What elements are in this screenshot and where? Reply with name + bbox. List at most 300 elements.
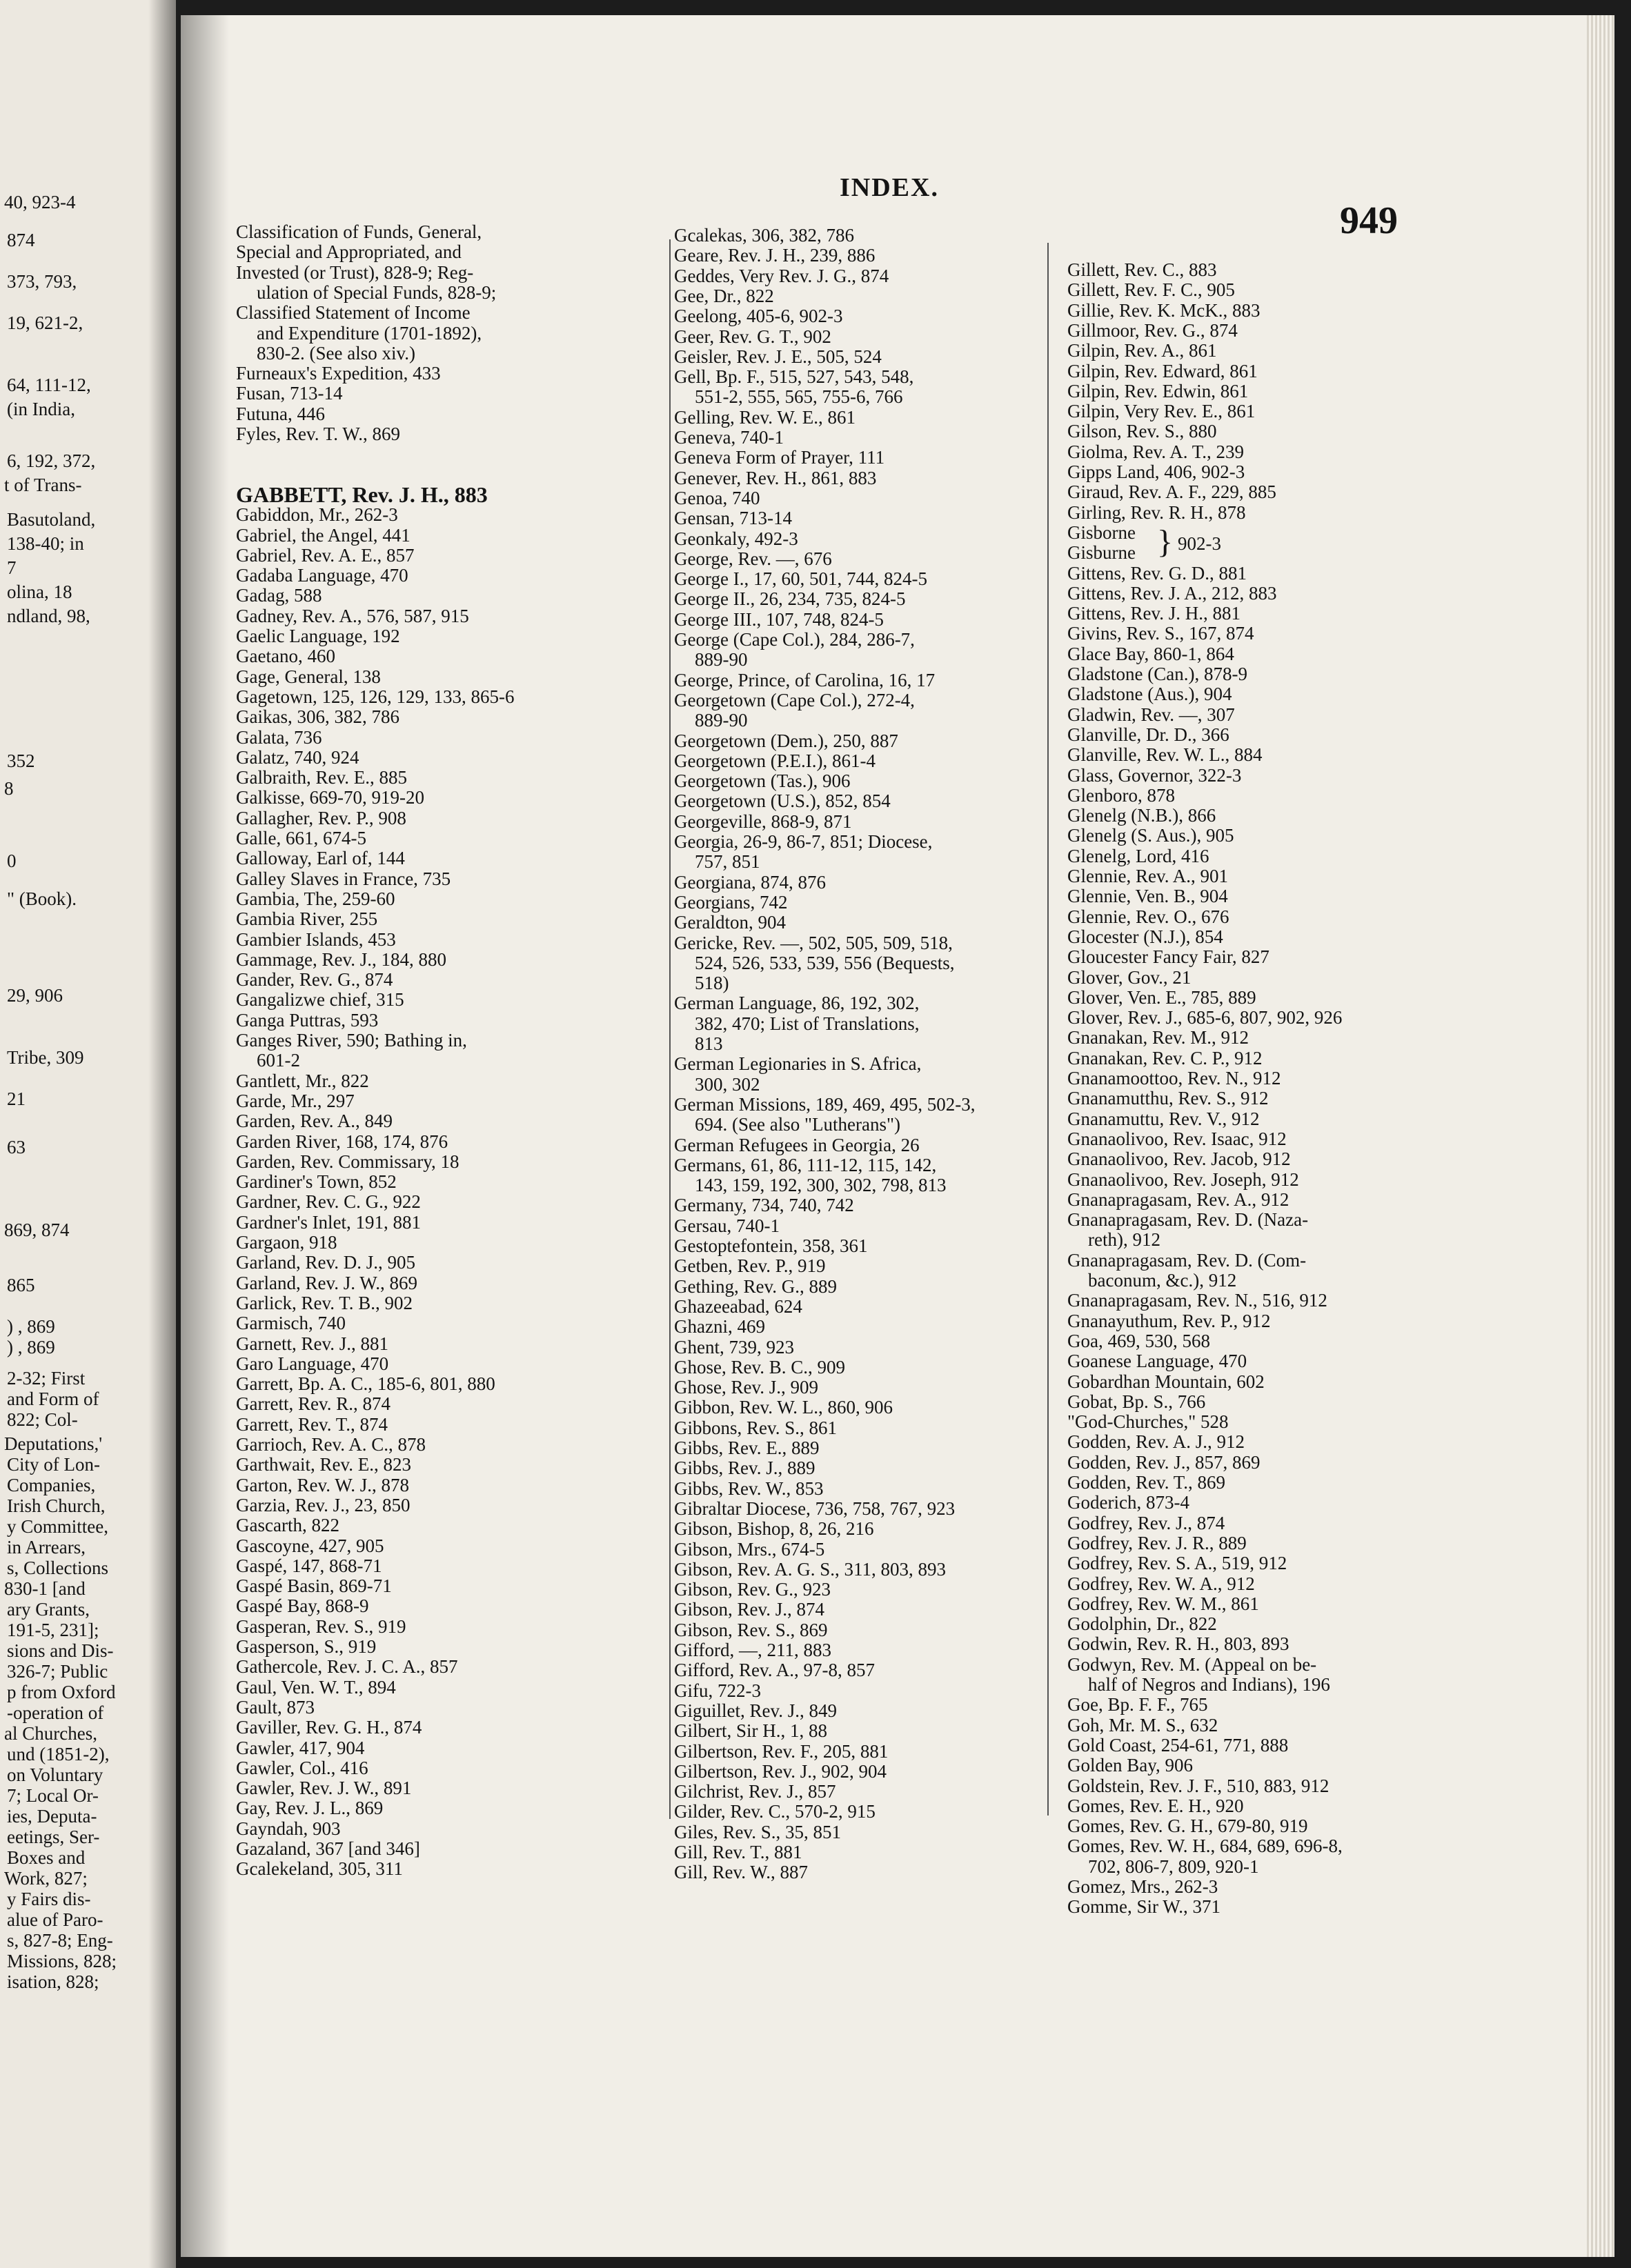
facing-page-text-fragment: -operation of xyxy=(7,1702,104,1723)
facing-page-text-fragment: 40, 923-4 xyxy=(4,192,76,212)
index-entry: German Missions, 189, 469, 495, 502-3, xyxy=(674,1093,976,1115)
index-entry: 702, 806-7, 809, 920-1 xyxy=(1088,1856,1259,1877)
index-entry: Gambia, The, 259-60 xyxy=(236,888,395,909)
index-entry: German Language, 86, 192, 302, xyxy=(674,993,920,1014)
index-entry: 694. (See also "Lutherans") xyxy=(695,1114,900,1135)
index-entry: Golden Bay, 906 xyxy=(1067,1755,1193,1776)
index-entry: Gabriel, Rev. A. E., 857 xyxy=(236,544,415,566)
page-edges xyxy=(1587,15,1614,2257)
facing-page-text-fragment: (in India, xyxy=(7,399,75,419)
index-entry: Godfrey, Rev. S. A., 519, 912 xyxy=(1067,1553,1287,1574)
facing-page-text-fragment: 19, 621-2, xyxy=(7,312,83,333)
index-entry: Glennie, Rev. A., 901 xyxy=(1067,866,1228,886)
index-entry: Gibson, Rev. G., 923 xyxy=(674,1579,831,1600)
index-entry: Gibson, Mrs., 674-5 xyxy=(674,1538,825,1560)
index-entry: Gardner, Rev. C. G., 922 xyxy=(236,1191,421,1213)
index-entry: Gaspé, 147, 868-71 xyxy=(236,1555,382,1576)
index-entry: 524, 526, 533, 539, 556 (Bequests, xyxy=(695,952,955,973)
index-entry: Gilchrist, Rev. J., 857 xyxy=(674,1781,836,1802)
index-entry: Gnanaolivoo, Rev. Isaac, 912 xyxy=(1067,1128,1287,1149)
index-entry: Gabiddon, Mr., 262-3 xyxy=(236,504,398,526)
index-entry: Georgetown (U.S.), 852, 854 xyxy=(674,790,891,812)
index-entry: Garland, Rev. J. W., 869 xyxy=(236,1272,417,1293)
index-entry: reth), 912 xyxy=(1088,1229,1160,1251)
index-entry: George I., 17, 60, 501, 744, 824-5 xyxy=(674,568,927,590)
index-entry: Gnanamoottoo, Rev. N., 912 xyxy=(1067,1068,1281,1088)
index-entry: Goa, 469, 530, 568 xyxy=(1067,1330,1210,1351)
index-entry: Futuna, 446 xyxy=(236,403,326,424)
index-entry: Ghazeeabad, 624 xyxy=(674,1295,802,1317)
facing-page-text-fragment: ndland, 98, xyxy=(7,606,90,626)
index-entry: Glass, Governor, 322-3 xyxy=(1067,764,1242,786)
index-entry: Gargaon, 918 xyxy=(236,1232,337,1253)
index-entry: Ganga Puttras, 593 xyxy=(236,1009,379,1031)
index-entry: Gaviller, Rev. G. H., 874 xyxy=(236,1717,422,1738)
index-entry: Gascarth, 822 xyxy=(236,1515,339,1536)
facing-page-text-fragment: sions and Dis- xyxy=(7,1640,114,1661)
index-entry: Gomes, Rev. W. H., 684, 689, 696-8, xyxy=(1067,1836,1343,1857)
index-entry: 813 xyxy=(695,1033,723,1054)
index-entry: Fusan, 713-14 xyxy=(236,383,343,404)
index-entry: Gifford, —, 211, 883 xyxy=(674,1640,831,1660)
index-entry: GABBETT, Rev. J. H., 883 xyxy=(236,481,488,507)
index-entry: Gibbs, Rev. W., 853 xyxy=(674,1478,824,1499)
facing-page-text-fragment: in Arrears, xyxy=(7,1537,86,1558)
facing-page-text-fragment: 138-40; in xyxy=(7,533,84,554)
index-entry: Glennie, Ven. B., 904 xyxy=(1067,886,1228,907)
index-entry: Garlick, Rev. T. B., 902 xyxy=(236,1292,413,1313)
facing-page-text-fragment: 874 xyxy=(7,230,35,250)
index-entry: Garden, Rev. A., 849 xyxy=(236,1111,393,1132)
index-entry: Glenboro, 878 xyxy=(1067,784,1175,806)
index-entry: Glover, Gov., 21 xyxy=(1067,966,1192,988)
facing-page-text-fragment: Irish Church, xyxy=(7,1495,106,1516)
index-entry: Gillmoor, Rev. G., 874 xyxy=(1067,319,1238,341)
index-entry: Gardiner's Town, 852 xyxy=(236,1171,397,1193)
index-entry: Girling, Rev. R. H., 878 xyxy=(1067,501,1246,523)
index-entry: Geisler, Rev. J. E., 505, 524 xyxy=(674,346,882,367)
index-entry: Gomes, Rev. E. H., 920 xyxy=(1067,1795,1244,1816)
index-entry: Gaetano, 460 xyxy=(236,646,335,667)
index-entry: Gillett, Rev. C., 883 xyxy=(1067,259,1217,280)
index-entry: Gomez, Mrs., 262-3 xyxy=(1067,1876,1218,1897)
index-entry: Glenelg (S. Aus.), 905 xyxy=(1067,825,1234,846)
index-entry: 382, 470; List of Translations, xyxy=(695,1013,920,1034)
index-entry: Godfrey, Rev. W. M., 861 xyxy=(1067,1593,1259,1614)
index-entry: Gadaba Language, 470 xyxy=(236,565,408,586)
facing-page-text-fragment: 21 xyxy=(7,1088,26,1109)
index-entry: 830-2. (See also xiv.) xyxy=(257,342,415,364)
index-entry: George II., 26, 234, 735, 824-5 xyxy=(674,588,906,610)
index-entry: Gladstone (Can.), 878-9 xyxy=(1067,664,1247,684)
index-page xyxy=(181,15,1614,2257)
index-entry: Gaspé Bay, 868-9 xyxy=(236,1595,369,1617)
index-entry: Genoa, 740 xyxy=(674,487,760,508)
index-entry: Gawler, Rev. J. W., 891 xyxy=(236,1778,412,1799)
index-entry: Gawler, 417, 904 xyxy=(236,1737,365,1758)
index-entry: Garland, Rev. D. J., 905 xyxy=(236,1252,415,1273)
index-entry: Germany, 734, 740, 742 xyxy=(674,1195,854,1216)
index-entry: Geer, Rev. G. T., 902 xyxy=(674,326,831,347)
facing-page-text-fragment: Boxes and xyxy=(7,1847,86,1868)
index-entry: Gell, Bp. F., 515, 527, 543, 548, xyxy=(674,366,914,388)
index-entry: Gay, Rev. J. L., 869 xyxy=(236,1798,384,1819)
index-entry: Glanville, Rev. W. L., 884 xyxy=(1067,744,1263,766)
index-entry: Geelong, 405-6, 902-3 xyxy=(674,306,843,327)
index-entry: Gee, Dr., 822 xyxy=(674,285,774,306)
index-entry: Georgetown (P.E.I.), 861-4 xyxy=(674,750,876,771)
index-entry: Galloway, Earl of, 144 xyxy=(236,848,405,869)
index-entry: Georgeville, 868-9, 871 xyxy=(674,810,852,832)
facing-page-text-fragment: olina, 18 xyxy=(7,581,72,602)
index-entry: Gilpin, Rev. Edwin, 861 xyxy=(1067,380,1249,401)
index-entry: Gill, Rev. W., 887 xyxy=(674,1862,809,1883)
index-entry: Garden, Rev. Commissary, 18 xyxy=(236,1151,459,1172)
index-entry: Gander, Rev. G., 874 xyxy=(236,969,393,991)
facing-page-text-fragment: 7 xyxy=(7,557,17,578)
index-entry: Gammage, Rev. J., 184, 880 xyxy=(236,948,446,970)
index-entry: Gasperson, S., 919 xyxy=(236,1636,377,1657)
facing-page-text-fragment: 191-5, 231]; xyxy=(7,1620,99,1640)
index-entry: Gabriel, the Angel, 441 xyxy=(236,524,411,546)
index-entry: Garrioch, Rev. A. C., 878 xyxy=(236,1434,426,1455)
facing-page-text-fragment: isation, 828; xyxy=(7,1971,99,1992)
index-entry: Gibraltar Diocese, 736, 758, 767, 923 xyxy=(674,1498,956,1519)
facing-page-text-fragment: 869, 874 xyxy=(4,1220,70,1240)
index-entry: Godden, Rev. J., 857, 869 xyxy=(1067,1451,1261,1473)
index-entry: Geddes, Very Rev. J. G., 874 xyxy=(674,265,889,286)
index-entry: Givins, Rev. S., 167, 874 xyxy=(1067,623,1254,644)
facing-page-text-fragment: y Fairs dis- xyxy=(7,1889,91,1909)
facing-page-text-fragment: al Churches, xyxy=(4,1723,97,1744)
facing-page-text-fragment: on Voluntary xyxy=(7,1764,103,1785)
index-entry: German Legionaries in S. Africa, xyxy=(674,1053,922,1075)
index-entry: Ghose, Rev. J., 909 xyxy=(674,1377,818,1398)
index-entry: Gilson, Rev. S., 880 xyxy=(1067,421,1217,442)
index-entry: 551-2, 555, 565, 755-6, 766 xyxy=(695,386,903,408)
index-entry: Gnanayuthum, Rev. P., 912 xyxy=(1067,1310,1271,1331)
index-entry: Gomes, Rev. G. H., 679-80, 919 xyxy=(1067,1816,1308,1837)
index-entry: Goe, Bp. F. F., 765 xyxy=(1067,1694,1208,1715)
index-entry: Garrett, Rev. T., 874 xyxy=(236,1413,388,1435)
index-entry: 143, 159, 192, 300, 302, 798, 813 xyxy=(695,1175,947,1196)
index-entry: Gilder, Rev. C., 570-2, 915 xyxy=(674,1801,876,1822)
index-entry: Georgiana, 874, 876 xyxy=(674,871,826,893)
index-entry: Classification of Funds, General, xyxy=(236,221,482,242)
index-entry: Gisburne xyxy=(1067,542,1136,564)
index-entry: Gifu, 722-3 xyxy=(674,1680,761,1701)
index-entry: Ghent, 739, 923 xyxy=(674,1336,794,1357)
index-entry: Geneva, 740-1 xyxy=(674,427,784,448)
index-entry: Gagetown, 125, 126, 129, 133, 865-6 xyxy=(236,686,515,707)
facing-page-text-fragment: und (1851-2), xyxy=(7,1744,110,1764)
index-entry: Gilpin, Rev. Edward, 861 xyxy=(1067,360,1258,381)
index-entry: 518) xyxy=(695,973,729,994)
index-entry: Garthwait, Rev. E., 823 xyxy=(236,1454,411,1475)
facing-page-text-fragment: 8 xyxy=(4,778,14,799)
index-entry: 889-90 xyxy=(695,649,748,670)
index-entry: Gibson, Rev. S., 869 xyxy=(674,1619,828,1640)
index-entry: Gnanapragasam, Rev. D. (Com- xyxy=(1067,1249,1307,1271)
index-entry: Godolphin, Dr., 822 xyxy=(1067,1613,1217,1635)
index-entry: Gathercole, Rev. J. C. A., 857 xyxy=(236,1656,458,1678)
index-entry: Giguillet, Rev. J., 849 xyxy=(674,1700,837,1721)
index-entry: Glover, Ven. E., 785, 889 xyxy=(1067,986,1256,1008)
index-entry: Gilpin, Very Rev. E., 861 xyxy=(1067,401,1256,422)
index-entry: Gilpin, Rev. A., 861 xyxy=(1067,340,1217,361)
index-entry: Georgia, 26-9, 86-7, 851; Diocese, xyxy=(674,831,933,852)
index-entry: Gobat, Bp. S., 766 xyxy=(1067,1391,1206,1412)
facing-page-text-fragment: s, 827-8; Eng- xyxy=(7,1930,113,1951)
index-entry: Giolma, Rev. A. T., 239 xyxy=(1067,441,1244,462)
facing-page-text-fragment: 29, 906 xyxy=(7,985,63,1006)
index-entry: Classified Statement of Income xyxy=(236,302,471,324)
index-entry: Gipps Land, 406, 902-3 xyxy=(1067,461,1245,482)
index-entry: George (Cape Col.), 284, 286-7, xyxy=(674,629,915,650)
facing-page-text-fragment: 822; Col- xyxy=(7,1409,78,1430)
facing-page-text-fragment: and Form of xyxy=(7,1389,99,1409)
index-entry: 601-2 xyxy=(257,1050,300,1071)
index-entry: George, Rev. —, 676 xyxy=(674,548,832,569)
index-entry: Gascoyne, 427, 905 xyxy=(236,1535,384,1556)
index-entry: Godfrey, Rev. W. A., 912 xyxy=(1067,1573,1255,1594)
index-entry: "God-Churches," 528 xyxy=(1067,1411,1229,1433)
index-entry: Gittens, Rev. J. H., 881 xyxy=(1067,603,1240,624)
index-entry: Giraud, Rev. A. F., 229, 885 xyxy=(1067,481,1276,503)
index-entry: Gnanaolivoo, Rev. Joseph, 912 xyxy=(1067,1168,1299,1190)
index-entry: Genever, Rev. H., 861, 883 xyxy=(674,467,877,488)
index-entry: 300, 302 xyxy=(695,1073,760,1095)
index-entry: Gaikas, 306, 382, 786 xyxy=(236,706,399,728)
index-entry: Gcalekeland, 305, 311 xyxy=(236,1858,403,1880)
index-entry: Gangalizwe chief, 315 xyxy=(236,989,404,1011)
facing-page-text-fragment: 352 xyxy=(7,750,35,771)
index-entry: Gawler, Col., 416 xyxy=(236,1757,368,1778)
index-entry: Georgetown (Cape Col.), 272-4, xyxy=(674,689,915,710)
facing-page-text-fragment: 63 xyxy=(7,1137,26,1157)
index-entry: Gnanamuttu, Rev. V., 912 xyxy=(1067,1108,1260,1129)
index-entry: Gittens, Rev. J. A., 212, 883 xyxy=(1067,582,1277,604)
index-entry: Glover, Rev. J., 685-6, 807, 902, 926 xyxy=(1067,1007,1343,1028)
index-entry: Godden, Rev. T., 869 xyxy=(1067,1472,1225,1493)
index-entry: Garo Language, 470 xyxy=(236,1353,389,1374)
index-entry: Glenelg (N.B.), 866 xyxy=(1067,805,1216,826)
index-entry: Garnett, Rev. J., 881 xyxy=(236,1333,388,1354)
index-entry: Gestoptefontein, 358, 361 xyxy=(674,1235,868,1256)
index-entry: Gayndah, 903 xyxy=(236,1818,341,1839)
index-entry: Ghazni, 469 xyxy=(674,1316,765,1337)
index-entry: Gambia River, 255 xyxy=(236,908,378,930)
index-entry: Special and Appropriated, and xyxy=(236,241,462,263)
index-entry: Gladwin, Rev. —, 307 xyxy=(1067,704,1235,725)
index-entry: 889-90 xyxy=(695,710,748,731)
index-entry: Gilbertson, Rev. F., 205, 881 xyxy=(674,1740,889,1762)
index-entry: Gibson, Rev. J., 874 xyxy=(674,1599,825,1620)
facing-page-text-fragment: " (Book). xyxy=(7,888,77,909)
index-entry: Goanese Language, 470 xyxy=(1067,1351,1247,1372)
index-entry: Ghose, Rev. B. C., 909 xyxy=(674,1356,845,1377)
facing-page-text-fragment: eetings, Ser- xyxy=(7,1827,100,1847)
index-entry: Gallagher, Rev. P., 908 xyxy=(236,807,406,828)
index-entry: Gillie, Rev. K. McK., 883 xyxy=(1067,299,1261,321)
index-entry: Glenelg, Lord, 416 xyxy=(1067,845,1209,866)
index-entry: Geonkaly, 492-3 xyxy=(674,528,798,549)
index-entry: 757, 851 xyxy=(695,851,760,873)
index-entry: Gibbons, Rev. S., 861 xyxy=(674,1417,838,1438)
index-entry: Georgians, 742 xyxy=(674,891,788,913)
index-entry: Gnanamutthu, Rev. S., 912 xyxy=(1067,1088,1269,1109)
index-entry: Godwin, Rev. R. H., 803, 893 xyxy=(1067,1633,1289,1655)
facing-page-text-fragment: ary Grants, xyxy=(7,1599,90,1620)
index-entry: Fyles, Rev. T. W., 869 xyxy=(236,424,401,444)
index-entry: Gambier Islands, 453 xyxy=(236,928,396,950)
index-entry: Garzia, Rev. J., 23, 850 xyxy=(236,1494,411,1515)
facing-page-text-fragment: Companies, xyxy=(7,1475,96,1495)
facing-page-text-fragment: Missions, 828; xyxy=(7,1951,117,1971)
index-entry: Gobardhan Mountain, 602 xyxy=(1067,1371,1265,1392)
facing-page-text-fragment: 7; Local Or- xyxy=(7,1785,99,1806)
facing-page-text-fragment: 0 xyxy=(7,850,17,871)
page-number: 949 xyxy=(1340,199,1398,242)
index-entry: Gaul, Ven. W. T., 894 xyxy=(236,1676,396,1698)
index-entry: Gloucester Fancy Fair, 827 xyxy=(1067,946,1269,968)
index-entry: George, Prince, of Carolina, 16, 17 xyxy=(674,669,936,690)
index-entry: Gault, 873 xyxy=(236,1696,315,1718)
index-entry: Gasperan, Rev. S., 919 xyxy=(236,1615,406,1637)
column-divider xyxy=(1047,243,1049,1816)
index-entry: half of Negros and Indians), 196 xyxy=(1088,1674,1330,1695)
facing-page-text-fragment: alue of Paro- xyxy=(7,1909,103,1930)
index-entry: Gilbertson, Rev. J., 902, 904 xyxy=(674,1760,887,1782)
index-entry: Glace Bay, 860-1, 864 xyxy=(1067,643,1234,664)
facing-page-text-fragment: s, Collections xyxy=(7,1558,108,1578)
index-entry: Godwyn, Rev. M. (Appeal on be- xyxy=(1067,1653,1317,1675)
index-entry: Gage, General, 138 xyxy=(236,666,381,687)
index-entry: Gething, Rev. G., 889 xyxy=(674,1275,837,1297)
index-entry: Galkisse, 669-70, 919-20 xyxy=(236,787,424,808)
index-entry: Georgetown (Dem.), 250, 887 xyxy=(674,730,898,751)
index-entry: Giles, Rev. S., 35, 851 xyxy=(674,1821,841,1842)
index-entry: Glocester (N.J.), 854 xyxy=(1067,926,1223,947)
index-entry: Gadney, Rev. A., 576, 587, 915 xyxy=(236,605,469,626)
index-entry: Gersau, 740-1 xyxy=(674,1215,780,1236)
facing-page-text-fragment: 326-7; Public xyxy=(7,1661,108,1682)
index-entry: Gnanapragasam, Rev. N., 516, 912 xyxy=(1067,1290,1327,1311)
bracket-reference: 902-3 xyxy=(1178,533,1221,554)
facing-page-text-fragment: 865 xyxy=(7,1275,35,1295)
facing-page-text-fragment: y Committee, xyxy=(7,1516,108,1537)
index-entry: Goderich, 873-4 xyxy=(1067,1492,1189,1513)
index-entry: Glennie, Rev. O., 676 xyxy=(1067,906,1229,927)
index-entry: Gilbert, Sir H., 1, 88 xyxy=(674,1720,827,1742)
index-entry: Geraldton, 904 xyxy=(674,912,786,933)
facing-page-text-fragment: ) , 869 xyxy=(7,1337,55,1357)
facing-page-text-fragment: 373, 793, xyxy=(7,271,77,292)
index-entry: Gibson, Bishop, 8, 26, 216 xyxy=(674,1518,874,1540)
index-entry: Gibson, Rev. A. G. S., 311, 803, 893 xyxy=(674,1558,947,1580)
index-entry: Gittens, Rev. G. D., 881 xyxy=(1067,562,1247,584)
index-entry: Getben, Rev. P., 919 xyxy=(674,1255,826,1277)
index-entry: Georgetown (Tas.), 906 xyxy=(674,770,851,792)
index-entry: Godden, Rev. A. J., 912 xyxy=(1067,1431,1245,1453)
facing-page-text-fragment: 2-32; First xyxy=(7,1368,86,1389)
facing-page-text-fragment: p from Oxford xyxy=(7,1682,116,1702)
column-divider xyxy=(669,239,671,1819)
facing-page-text-fragment: 64, 111-12, xyxy=(7,375,91,395)
index-entry: Gillett, Rev. F. C., 905 xyxy=(1067,279,1235,301)
index-entry: Gibbon, Rev. W. L., 860, 906 xyxy=(674,1397,893,1418)
index-entry: Gcalekas, 306, 382, 786 xyxy=(674,225,854,246)
index-entry: Gensan, 713-14 xyxy=(674,508,792,529)
index-entry: Ganges River, 590; Bathing in, xyxy=(236,1030,467,1051)
index-entry: Godfrey, Rev. J., 874 xyxy=(1067,1512,1225,1533)
index-entry: Gantlett, Mr., 822 xyxy=(236,1070,369,1091)
index-entry: Garden River, 168, 174, 876 xyxy=(236,1131,448,1152)
index-entry: Gisborne xyxy=(1067,521,1136,543)
index-entry: Galle, 661, 674-5 xyxy=(236,828,366,848)
index-entry: Garrett, Bp. A. C., 185-6, 801, 880 xyxy=(236,1373,495,1395)
index-entry: Glanville, Dr. D., 366 xyxy=(1067,724,1229,745)
index-entry: Gnanapragasam, Rev. A., 912 xyxy=(1067,1188,1289,1210)
facing-page-text-fragment: Deputations,' xyxy=(4,1433,103,1454)
index-entry: German Refugees in Georgia, 26 xyxy=(674,1134,920,1155)
index-entry: Gibbs, Rev. J., 889 xyxy=(674,1458,816,1479)
index-entry: Gnanapragasam, Rev. D. (Naza- xyxy=(1067,1209,1309,1231)
index-entry: Furneaux's Expedition, 433 xyxy=(236,363,441,384)
facing-page-text-fragment: ) , 869 xyxy=(7,1316,55,1337)
index-entry: Galatz, 740, 924 xyxy=(236,746,359,768)
index-entry: Galley Slaves in France, 735 xyxy=(236,868,451,889)
index-entry: Garton, Rev. W. J., 878 xyxy=(236,1474,409,1495)
index-entry: Gaspé Basin, 869-71 xyxy=(236,1575,392,1597)
index-entry: Gill, Rev. T., 881 xyxy=(674,1842,802,1862)
index-entry: Garmisch, 740 xyxy=(236,1313,346,1334)
index-entry: Gold Coast, 254-61, 771, 888 xyxy=(1067,1734,1289,1755)
index-entry: Geare, Rev. J. H., 239, 886 xyxy=(674,245,876,266)
index-entry: Gazaland, 367 [and 346] xyxy=(236,1838,420,1859)
index-entry: Garde, Mr., 297 xyxy=(236,1090,355,1111)
index-entry: Gnanakan, Rev. M., 912 xyxy=(1067,1027,1249,1048)
index-entry: Gibbs, Rev. E., 889 xyxy=(674,1438,820,1458)
index-entry: Geneva Form of Prayer, 111 xyxy=(674,447,885,468)
index-entry: Gericke, Rev. —, 502, 505, 509, 518, xyxy=(674,932,953,953)
index-entry: Galata, 736 xyxy=(236,726,322,748)
page-header-title: INDEX. xyxy=(840,173,939,202)
index-entry: Goldstein, Rev. J. F., 510, 883, 912 xyxy=(1067,1775,1329,1796)
index-entry: Gnanaolivoo, Rev. Jacob, 912 xyxy=(1067,1148,1291,1170)
facing-page-text-fragment: ies, Deputa- xyxy=(7,1806,97,1827)
index-entry: Gladstone (Aus.), 904 xyxy=(1067,684,1232,705)
facing-page-text-fragment: Basutoland, xyxy=(7,509,96,530)
index-entry: Garrett, Rev. R., 874 xyxy=(236,1393,391,1415)
facing-page-text-fragment: Work, 827; xyxy=(4,1868,88,1889)
index-entry: Invested (or Trust), 828-9; Reg- xyxy=(236,261,474,283)
brace-bracket: } xyxy=(1157,523,1174,560)
facing-page-fragment xyxy=(0,0,176,2268)
index-entry: Gelling, Rev. W. E., 861 xyxy=(674,406,856,428)
index-entry: Gnanakan, Rev. C. P., 912 xyxy=(1067,1047,1263,1068)
index-entry: Gaelic Language, 192 xyxy=(236,626,400,646)
index-entry: Gomme, Sir W., 371 xyxy=(1067,1896,1221,1918)
index-entry: Galbraith, Rev. E., 885 xyxy=(236,767,407,788)
index-entry: Gadag, 588 xyxy=(236,585,322,606)
facing-page-text-fragment: 6, 192, 372, xyxy=(7,450,96,471)
facing-page-text-fragment: City of Lon- xyxy=(7,1454,100,1475)
index-entry: Germans, 61, 86, 111-12, 115, 142, xyxy=(674,1154,937,1175)
index-entry: Gardner's Inlet, 191, 881 xyxy=(236,1211,422,1233)
facing-page-text-fragment: t of Trans- xyxy=(4,475,82,495)
spine-shadow xyxy=(181,15,229,2257)
